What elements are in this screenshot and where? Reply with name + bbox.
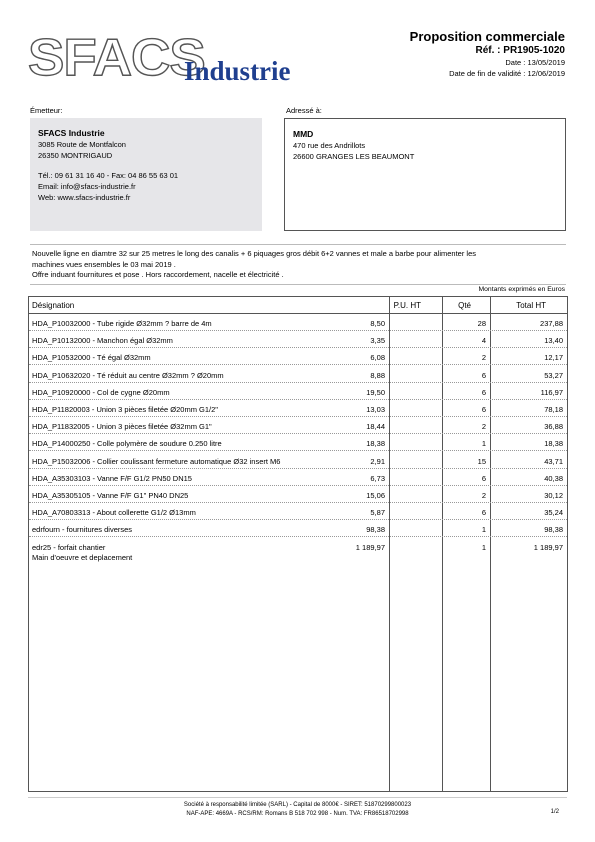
- cell-designation: HDA_P10632020 - Té réduit au centre Ø32mm ? Ø20mm: [32, 370, 224, 380]
- cell-total: 12,17: [544, 353, 563, 363]
- cell-total: 43,71: [544, 456, 563, 466]
- cell-unit-price: 1 189,97: [355, 542, 385, 552]
- table-row: [29, 520, 567, 537]
- sender-address-line1: 3085 Route de Montfalcon: [38, 140, 126, 149]
- cell-quantity: 6: [481, 387, 486, 397]
- cell-unit-price: 2,91: [370, 456, 385, 466]
- recipient-box: [284, 118, 566, 231]
- cell-total: 53,27: [544, 370, 563, 380]
- table-row: [29, 366, 567, 383]
- document-date: Date : 13/05/2019: [505, 58, 565, 67]
- table-row: [29, 314, 567, 331]
- cell-quantity: 6: [481, 405, 486, 414]
- sender-label: Émetteur:: [30, 106, 63, 115]
- table-row: [29, 486, 567, 503]
- cell-unit-price: 15,06: [366, 491, 385, 500]
- company-logo: [28, 29, 318, 92]
- cell-designation: edr25 - forfait chantier: [32, 542, 106, 552]
- sender-phone: Tél.: 09 61 31 16 40 - Fax: 04 86 55 63 01: [38, 171, 179, 180]
- cell-quantity: 15: [477, 456, 486, 466]
- logo-industrie-text: Industrie: [184, 56, 291, 86]
- cell-designation: HDA_P15032006 - Collier coulissant fermeture automatique Ø32 insert M6: [32, 456, 281, 466]
- cell-total: 1 189,97: [533, 542, 563, 552]
- cell-total: 13,40: [544, 336, 563, 346]
- page-number: 1/2: [550, 809, 559, 815]
- cell-designation: edrfourn - fournitures diverses: [32, 525, 133, 535]
- cell-unit-price: 18,44: [366, 422, 385, 432]
- cell-designation: HDA_P11832005 - Union 3 pièces filetée Ø32mm G1": [32, 422, 212, 432]
- cell-unit-price: 18,38: [366, 439, 385, 449]
- offer-description: [30, 244, 566, 285]
- document-reference: Réf. : PR1905-1020: [475, 45, 565, 56]
- recipient-label: Adressé à:: [286, 106, 322, 115]
- cell-designation: HDA_P10532000 - Té égal Ø32mm: [32, 353, 151, 363]
- header-unit-price: P.U. HT: [393, 301, 421, 310]
- cell-quantity: 1: [481, 439, 486, 449]
- cell-total: 35,24: [544, 508, 563, 518]
- cell-designation: HDA_A70803313 - About collerette G1/2 Ø13mm: [32, 508, 196, 518]
- cell-designation-detail: Main d'oeuvre et deplacement: [32, 552, 133, 562]
- cell-total: 30,12: [544, 491, 563, 500]
- page-footer: [28, 797, 567, 818]
- document-header: [410, 29, 565, 79]
- cell-quantity: 6: [481, 473, 486, 483]
- recipient-name: MMD: [293, 129, 314, 139]
- cell-unit-price: 3,35: [370, 336, 385, 346]
- table-row: [29, 348, 567, 365]
- table-row: [29, 331, 567, 348]
- cell-total: 40,38: [544, 473, 563, 483]
- table-row: [29, 400, 567, 417]
- logo-sfacs-text: SFACS: [28, 29, 205, 87]
- currency-note: Montants exprimés en Euros: [478, 286, 565, 293]
- table-row: [29, 383, 567, 400]
- cell-unit-price: 19,50: [366, 387, 385, 397]
- cell-quantity: 28: [477, 319, 486, 328]
- cell-unit-price: 6,73: [370, 473, 385, 483]
- recipient-address-line1: 470 rue des Andrillots: [293, 141, 366, 150]
- offer-description-line2: machines vues ensembles le 03 mai 2019 .: [32, 259, 176, 269]
- cell-total: 116,97: [540, 387, 563, 397]
- cell-designation: HDA_P10920000 - Col de cygne Ø20mm: [32, 387, 170, 397]
- cell-quantity: 4: [481, 336, 486, 346]
- cell-quantity: 1: [481, 525, 486, 535]
- cell-designation: HDA_A35303103 - Vanne F/F G1/2 PN50 DN15: [32, 473, 192, 483]
- sender-email: Email: info@sfacs-industrie.fr: [38, 182, 136, 191]
- footer-legal-line1: Société à responsabilité limitée (SARL) - Capital de 8000€ - SIRET: 51870299800023: [183, 802, 412, 808]
- sender-address-line2: 26350 MONTRIGAUD: [38, 151, 113, 160]
- cell-unit-price: 5,87: [370, 508, 385, 518]
- cell-total: 18,38: [544, 439, 563, 449]
- table-header: [29, 297, 567, 314]
- items-table: [28, 296, 568, 792]
- cell-designation: HDA_P10032000 - Tube rigide Ø32mm ? barre de 4m: [32, 319, 212, 328]
- cell-total: 98,38: [544, 525, 563, 535]
- header-designation: Désignation: [32, 301, 75, 310]
- cell-unit-price: 8,88: [370, 370, 385, 380]
- cell-quantity: 6: [481, 370, 486, 380]
- cell-quantity: 2: [481, 491, 486, 500]
- table-row: [29, 503, 567, 520]
- recipient-address-line2: 26600 GRANGES LES BEAUMONT: [293, 152, 415, 161]
- header-total: Total HT: [516, 301, 546, 310]
- document-title: Proposition commerciale: [409, 29, 565, 44]
- cell-designation: HDA_P10132000 - Manchon égal Ø32mm: [32, 336, 173, 346]
- cell-quantity: 2: [481, 353, 486, 363]
- cell-unit-price: 13,03: [366, 405, 385, 414]
- footer-legal-line2: NAF-APE: 4669A - RCS/RM: Romans B 518 702 998 - Num. TVA: FR86518702998: [186, 810, 409, 817]
- cell-unit-price: 8,50: [370, 319, 385, 328]
- table-row: [29, 452, 567, 469]
- cell-quantity: 1: [481, 542, 486, 552]
- table-row: [29, 538, 567, 562]
- sender-name: SFACS Industrie: [38, 128, 105, 138]
- table-row: [29, 434, 567, 451]
- sender-website: Web: www.sfacs-industrie.fr: [38, 193, 131, 202]
- document-validity-date: Date de fin de validité : 12/06/2019: [449, 69, 565, 78]
- offer-description-line3: Offre induant fournitures et pose . Hors raccordement, nacelle et électricité .: [32, 270, 284, 279]
- cell-quantity: 2: [481, 422, 486, 432]
- cell-unit-price: 98,38: [366, 525, 385, 535]
- cell-designation: HDA_P11820003 - Union 3 pièces filetée Ø20mm G1/2": [32, 405, 218, 414]
- cell-unit-price: 6,08: [370, 353, 385, 363]
- cell-total: 78,18: [544, 405, 563, 414]
- header-quantity: Qté: [458, 301, 471, 310]
- cell-total: 237,88: [540, 319, 563, 328]
- cell-total: 36,88: [544, 422, 563, 432]
- sender-box: [30, 118, 262, 231]
- offer-description-line1: Nouvelle ligne en diamtre 32 sur 25 metres le long des canalis + 6 piquages gros débit 6+2 vannes et male a barbe pour alimenter les: [32, 249, 477, 258]
- cell-designation: HDA_P14000250 - Colle polymère de soudure 0.250 litre: [32, 439, 222, 449]
- cell-designation: HDA_A35305105 - Vanne F/F G1" PN40 DN25: [32, 491, 189, 500]
- cell-quantity: 6: [481, 508, 486, 518]
- table-row: [29, 417, 567, 434]
- table-row: [29, 469, 567, 486]
